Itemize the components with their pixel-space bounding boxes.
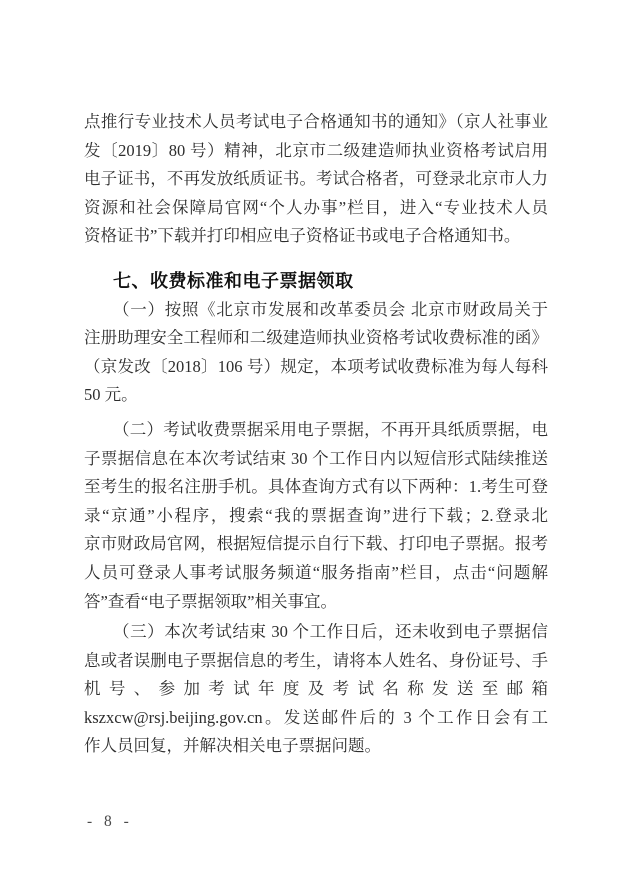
text-line: 作人员回复，并解决相关电子票据问题。 [84, 736, 381, 756]
text-line: 人员可登录人事考试服务频道“服务指南”栏目，点击“问题解 [84, 562, 548, 582]
text-line: 发〔2019〕80 号）精神，北京市二级建造师执业资格考试启用 [84, 140, 548, 160]
text-line: 50 元。 [84, 385, 138, 405]
text-line: 机号、参加考试年度及考试名称发送至邮箱 [84, 679, 548, 699]
text-line: （一）按照《北京市发展和改革委员会 北京市财政局关于 [113, 299, 548, 319]
section-heading: 七、收费标准和电子票据领取 [113, 270, 354, 291]
text-line: 息或者误删电子票据信息的考生，请将本人姓名、身份证号、手 [84, 650, 548, 670]
text-line: 京市财政局官网，根据短信提示自行下载、打印电子票据。报考 [84, 534, 548, 554]
text-line: kszxcw@rsj.beijing.gov.cn。发送邮件后的 3 个工作日会有工 [84, 707, 548, 727]
text-line: 子票据信息在本次考试结束 30 个工作日内以短信形式陆续推送 [84, 448, 548, 468]
text-line: 注册助理安全工程师和二级建造师执业资格考试收费标准的函》 [84, 328, 548, 348]
text-line: 至考生的报名注册手机。具体查询方式有以下两种：1.考生可登 [84, 477, 548, 497]
text-line: 资格证书”下载并打印相应电子资格证书或电子合格通知书。 [84, 226, 521, 246]
page-body [84, 108, 548, 761]
text-line: 答”查看“电子票据领取”相关事宜。 [84, 591, 337, 611]
text-line: 点推行专业技术人员考试电子合格通知书的通知》（京人社事业 [84, 112, 548, 131]
text-line: （二）考试收费票据采用电子票据，不再开具纸质票据，电 [113, 419, 548, 439]
page-number: - 8 - [87, 813, 133, 830]
text-line: 资源和社会保障局官网“个人办事”栏目，进入“专业技术人员 [84, 197, 548, 217]
paragraph-certificate-continuation [84, 108, 548, 251]
text-line: （京发改〔2018〕106 号）规定，本项考试收费标准为每人每科 [84, 356, 548, 376]
paragraph-fee-standard [84, 296, 548, 410]
text-line: （三）本次考试结束 30 个工作日后，还未收到电子票据信 [113, 622, 548, 642]
text-line: 录“京通”小程序，搜索“我的票据查询”进行下载；2.登录北 [84, 505, 548, 525]
text-line: 电子证书，不再发放纸质证书。考试合格者，可登录北京市人力 [84, 169, 548, 189]
paragraph-electronic-invoice [84, 416, 548, 616]
paragraph-invoice-problem-contact [84, 618, 548, 761]
